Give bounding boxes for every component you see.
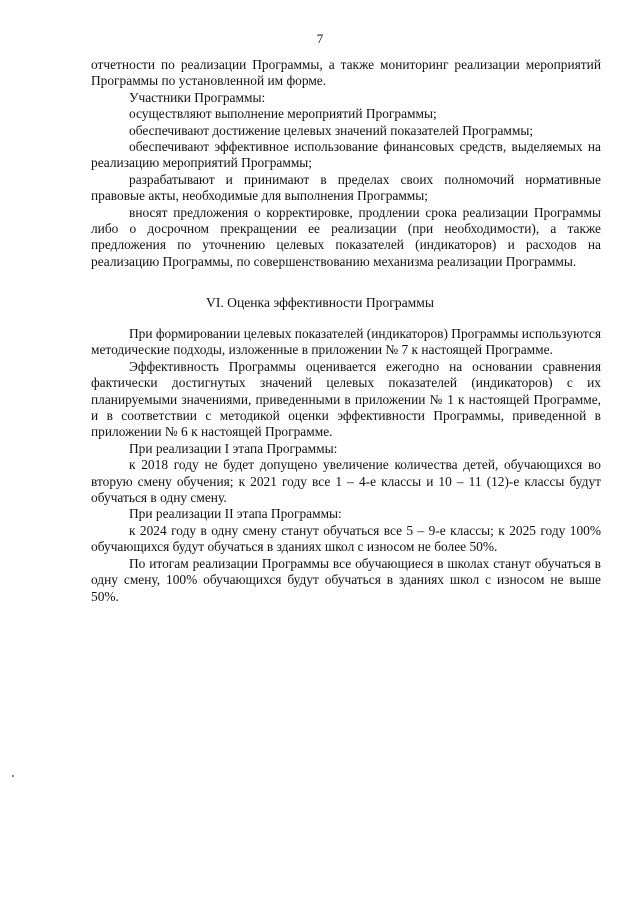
paragraph-final-result: По итогам реализации Программы все обучающиеся в школах станут обучаться в одну смену, 100% обучающихся будут обучаться в зданиях школ с износом не выше 50%. <box>91 555 601 604</box>
paragraph-participants-item: обеспечивают эффективное использование финансовых средств, выделяемых на реализацию мероприятий Программы; <box>91 139 601 171</box>
paragraph-indicators: При формировании целевых показателей (индикаторов) Программы используются методические подходы, изложенные в приложении № 7 к настоящей Программе. <box>91 326 602 358</box>
paragraph-participants-title: Участники Программы: <box>129 89 266 105</box>
paragraph-stage-1-result: к 2018 году не будет допущено увеличение количества детей, обучающихся во вторую смену обучения; к 2021 году все 1 – 4-е классы и 10 – 11 (12)-е классы будут обучаться в одну смену. <box>91 457 601 506</box>
paragraph-participants-item: осуществляют выполнение мероприятий Программы; <box>129 106 437 122</box>
participants-section <box>91 57 601 270</box>
page-number: 7 <box>316 31 324 46</box>
efficiency-section <box>91 326 601 605</box>
paragraph-stage-2-title: При реализации II этапа Программы: <box>129 506 342 522</box>
paragraph-evaluation: Эффективность Программы оценивается ежегодно на основании сравнения фактически достигнутых значений целевых показателей (индикаторов) с их планируемыми значениями, приведенными в приложении № 1 к настоящей Программе, и в соответствии с методикой оценки эффективности Программы, приведенной в приложении № 6 к настоящей Программе. <box>91 358 601 440</box>
scan-mark <box>12 775 14 777</box>
paragraph-participants-item: обеспечивают достижение целевых значений показателей Программы; <box>129 122 534 138</box>
section-heading: VI. Оценка эффективности Программы <box>206 295 434 310</box>
paragraph-stage-1-title: При реализации I этапа Программы: <box>129 440 338 456</box>
paragraph-stage-2-result: к 2024 году в одну смену станут обучаться все 5 – 9-е классы; к 2025 году 100% обучающихся будут обучаться в зданиях школ с износом не более 50%. <box>91 522 601 555</box>
paragraph-participants-item: вносят предложения о корректировке, продлении срока реализации Программы либо о досрочном прекращении ее реализации (при необходимости), а также предложения по уточнению целевых показателей (индикаторов) и расходов на реализацию Программы, по совершенствованию механизма реализации Программы. <box>91 204 601 269</box>
paragraph-reporting: отчетности по реализации Программы, а также мониторинг реализации мероприятий Программы по установленной им форме. <box>91 57 601 89</box>
paragraph-participants-item: разрабатывают и принимают в пределах своих полномочий нормативные правовые акты, необходимые для выполнения Программы; <box>91 171 601 204</box>
